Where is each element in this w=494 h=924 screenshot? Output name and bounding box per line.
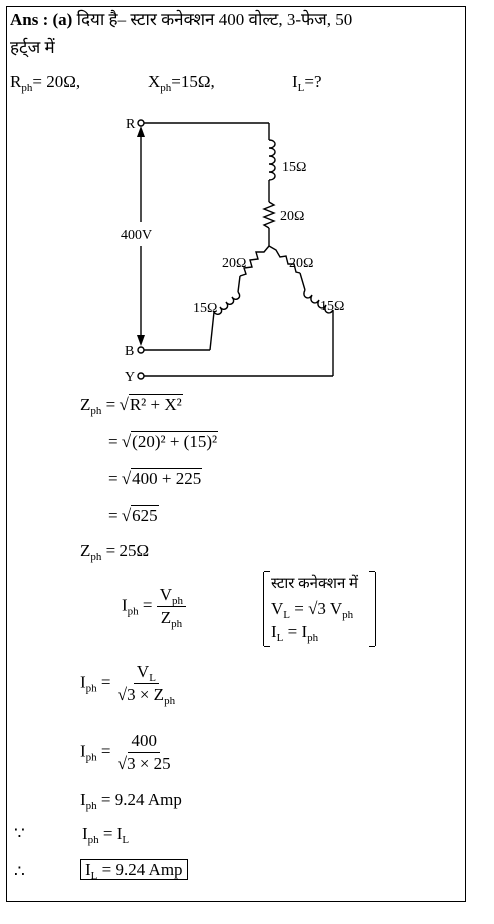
label-b: B [125, 344, 135, 359]
given-line-2: हर्ट्ज में [10, 38, 55, 57]
label-y: Y [125, 370, 136, 385]
note-vl: $V_L = √3$ $V_{ph}$ [271, 599, 354, 621]
because-symbol: ∵ [14, 824, 25, 843]
left-inductor [214, 292, 240, 314]
label-right-resistor: 20Ω [289, 256, 314, 271]
arrow-down-icon [137, 335, 145, 346]
given-rph: $R_{ph}= 20\Omega$, [10, 72, 81, 94]
step-iph-vl: $I_{ph}$ = $\frac{V_L}{√3 \times Z_{ph}}$ [80, 662, 176, 707]
label-left-resistor: 20Ω [222, 256, 247, 271]
label-r: R [126, 117, 136, 132]
step-iph-formula: $I_{ph}$ = $\frac{V_{ph}}{Z_{ph}}$ [122, 585, 186, 628]
step-substitute: = √(20)² + (15)² [108, 432, 218, 451]
step-iph-equals-il: $I_{ph} = I_L$ [82, 824, 130, 846]
label-top-inductor: 15Ω [282, 160, 307, 175]
top-inductor [269, 140, 275, 180]
top-resistor [264, 202, 274, 228]
given-il: $I_L=$? [292, 72, 322, 94]
step-sum: = √625 [108, 506, 158, 525]
step-zph-result: $Z_{ph} = 25\Omega$ [80, 541, 150, 563]
ans-label: Ans : (a) [10, 10, 73, 29]
label-top-resistor: 20Ω [280, 209, 305, 224]
label-left-inductor: 15Ω [193, 301, 218, 316]
voltage-label: 400V [121, 228, 153, 243]
given-line-1: दिया है– स्टार कनेक्शन 400 वोल्ट, 3-फेज, 50 [76, 10, 353, 29]
step-iph-result: $I_{ph} = 9.24$ Amp [80, 790, 182, 812]
therefore-symbol: ∴ [14, 862, 25, 881]
arrow-up-icon [137, 126, 145, 137]
star-circuit-diagram [0, 0, 494, 405]
note-il: $I_L = I_{ph}$ [271, 622, 319, 644]
given-xph: $X_{ph}=15\Omega$, [148, 72, 215, 94]
final-answer: $I_L = 9.24$ Amp [80, 860, 188, 880]
note-title: स्टार कनेक्शन में [271, 576, 359, 592]
circuit-svg [0, 0, 494, 400]
label-right-inductor: 15Ω [320, 299, 345, 314]
step-iph-values: $I_{ph}$ = $\frac{400}{√3 \times 25}$ [80, 731, 171, 773]
step-zph-formula: $Z_{ph} = √R^2 + X^2$ [80, 395, 182, 417]
step-squares: = √400 + 225 [108, 469, 202, 488]
